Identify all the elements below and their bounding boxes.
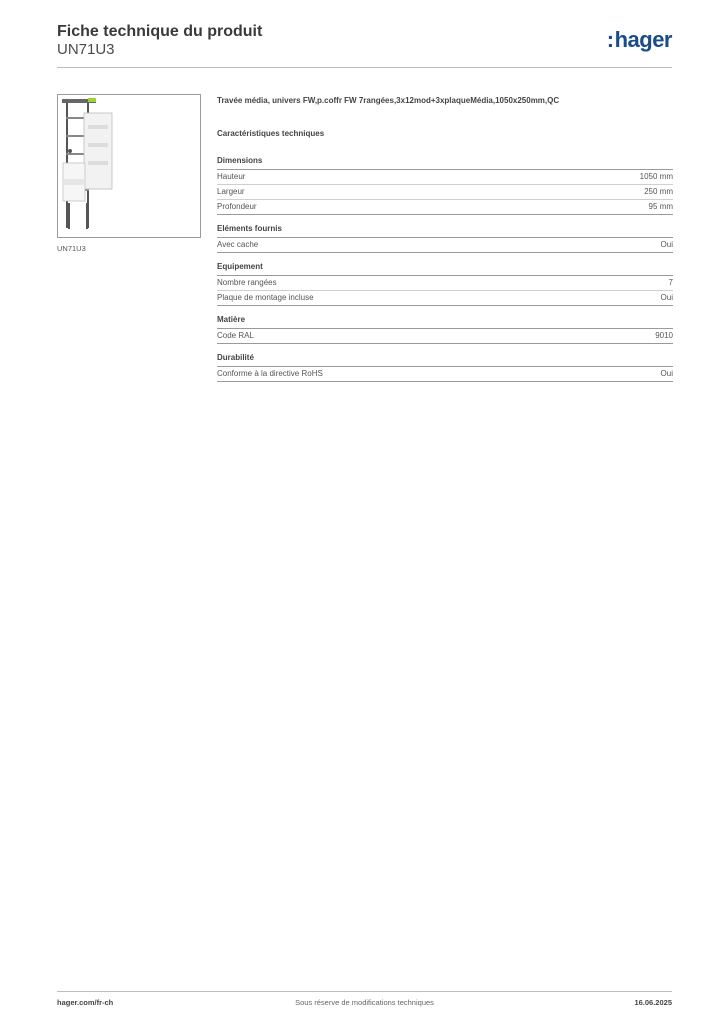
spec-value: 1050 mm bbox=[639, 172, 673, 181]
specifications bbox=[217, 96, 673, 391]
tech-heading: Caractéristiques techniques bbox=[217, 129, 325, 138]
spec-label: Code RAL bbox=[217, 331, 254, 340]
spec-value: 9010 bbox=[655, 331, 673, 340]
group-durabilite bbox=[217, 353, 673, 382]
spec-label: Profondeur bbox=[217, 202, 257, 211]
footer-divider bbox=[57, 991, 672, 992]
image-caption: UN71U3 bbox=[57, 244, 86, 253]
spec-label: Conforme à la directive RoHS bbox=[217, 369, 323, 378]
spec-value: 95 mm bbox=[648, 202, 673, 211]
spec-row bbox=[217, 329, 673, 344]
product-description: Travée média, univers FW,p.coffr FW 7rangées,3x12mod+3xplaqueMédia,1050x250mm,QC bbox=[217, 96, 560, 105]
spec-label: Largeur bbox=[217, 187, 245, 196]
spec-row bbox=[217, 291, 673, 306]
footer-website-link[interactable]: hager.com/fr-ch bbox=[57, 998, 114, 1007]
product-illustration bbox=[58, 95, 200, 237]
group-dimensions bbox=[217, 156, 673, 215]
spec-row bbox=[217, 276, 673, 291]
spec-row bbox=[217, 185, 673, 200]
spec-label: Hauteur bbox=[217, 172, 246, 181]
spec-value: Oui bbox=[660, 240, 673, 249]
product-image bbox=[57, 94, 201, 238]
spec-row bbox=[217, 170, 673, 185]
group-heading: Durabilité bbox=[217, 353, 673, 367]
spec-value: 7 bbox=[668, 278, 673, 287]
group-heading: Equipement bbox=[217, 262, 673, 276]
page-header bbox=[57, 22, 672, 59]
spec-label: Avec cache bbox=[217, 240, 259, 249]
group-heading: Matière bbox=[217, 315, 673, 329]
spec-value: Oui bbox=[660, 293, 673, 302]
page-title: Fiche technique du produit bbox=[57, 23, 263, 40]
spec-row bbox=[217, 200, 673, 215]
hager-logo: :hager bbox=[606, 27, 672, 52]
header-divider bbox=[57, 67, 672, 68]
spec-label: Nombre rangées bbox=[217, 278, 277, 287]
spec-row bbox=[217, 238, 673, 253]
spec-row bbox=[217, 367, 673, 382]
spec-label: Plaque de montage incluse bbox=[217, 293, 314, 302]
group-heading: Dimensions bbox=[217, 156, 673, 170]
group-elements bbox=[217, 224, 673, 253]
group-heading: Eléments fournis bbox=[217, 224, 673, 238]
page-footer bbox=[57, 998, 672, 1010]
spec-value: Oui bbox=[660, 369, 673, 378]
group-equipement bbox=[217, 262, 673, 306]
spec-value: 250 mm bbox=[644, 187, 673, 196]
product-code: UN71U3 bbox=[57, 41, 115, 58]
group-matiere bbox=[217, 315, 673, 344]
footer-notice: Sous réserve de modifications techniques bbox=[295, 998, 434, 1007]
footer-date: 16.06.2025 bbox=[634, 998, 672, 1007]
